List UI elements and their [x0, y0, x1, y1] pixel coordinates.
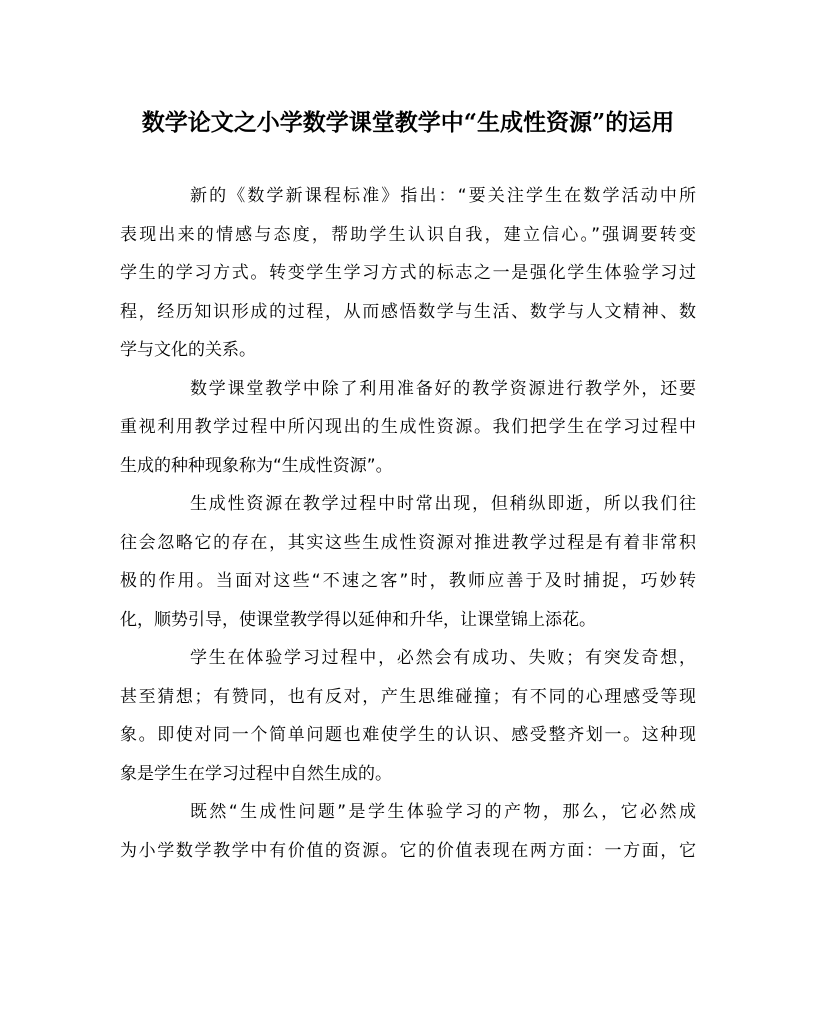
paragraph-5 — [120, 793, 696, 870]
text-line: 象。即使对同一个简单问题也难使学生的认识、感受整齐划一。这种现 — [120, 725, 696, 745]
text-line: 学生在体验学习过程中，必然会有成功、失败；有突发奇想， — [190, 648, 696, 668]
text-line: 甚至猜想；有赞同，也有反对，产生思维碰撞；有不同的心理感受等现 — [120, 686, 696, 707]
text-line: 重视利用教学过程中所闪现出的生成性资源。我们把学生在学习过程中 — [120, 417, 696, 437]
text-line: 表现出来的情感与态度，帮助学生认识自我，建立信心。”强调要转变 — [120, 224, 696, 245]
paragraph-4 — [120, 639, 696, 793]
text-line: 生成的种种现象称为“生成性资源”。 — [120, 455, 393, 476]
text-line: 为小学数学教学中有价值的资源。它的价值表现在两方面：一方面，它 — [120, 840, 696, 861]
text-line: 程，经历知识形成的过程，从而感悟数学与生活、数学与人文精神、数 — [120, 301, 696, 322]
paragraph-2 — [120, 370, 696, 486]
text-line: 象是学生在学习过程中自然生成的。 — [120, 763, 392, 784]
text-line: 学生的学习方式。转变学生学习方式的标志之一是强化学生体验学习过 — [120, 263, 696, 283]
text-line: 极的作用。当面对这些“不速之客”时，教师应善于及时捕捉，巧妙转 — [120, 571, 696, 591]
document-title: 数学论文之小学数学课堂教学中“生成性资源”的运用 — [141, 109, 675, 136]
text-line: 生成性资源在教学过程中时常出现，但稍纵即逝，所以我们往 — [190, 494, 696, 514]
text-line: 数学课堂教学中除了利用准备好的教学资源进行教学外，还要 — [190, 378, 696, 399]
text-line: 新的《数学新课程标准》指出：“要关注学生在数学活动中所 — [190, 186, 696, 206]
paragraph-3 — [120, 485, 696, 639]
text-line: 化，顺势引导，使课堂教学得以延伸和升华，让课堂锦上添花。 — [120, 609, 596, 630]
paragraph-1 — [120, 177, 696, 370]
text-line: 既然“生成性问题”是学生体验学习的产物，那么，它必然成 — [190, 802, 696, 822]
document-body — [120, 177, 696, 870]
text-line: 往会忽略它的存在，其实这些生成性资源对推进教学过程是有着非常积 — [120, 532, 696, 553]
text-line: 学与文化的关系。 — [120, 340, 256, 360]
